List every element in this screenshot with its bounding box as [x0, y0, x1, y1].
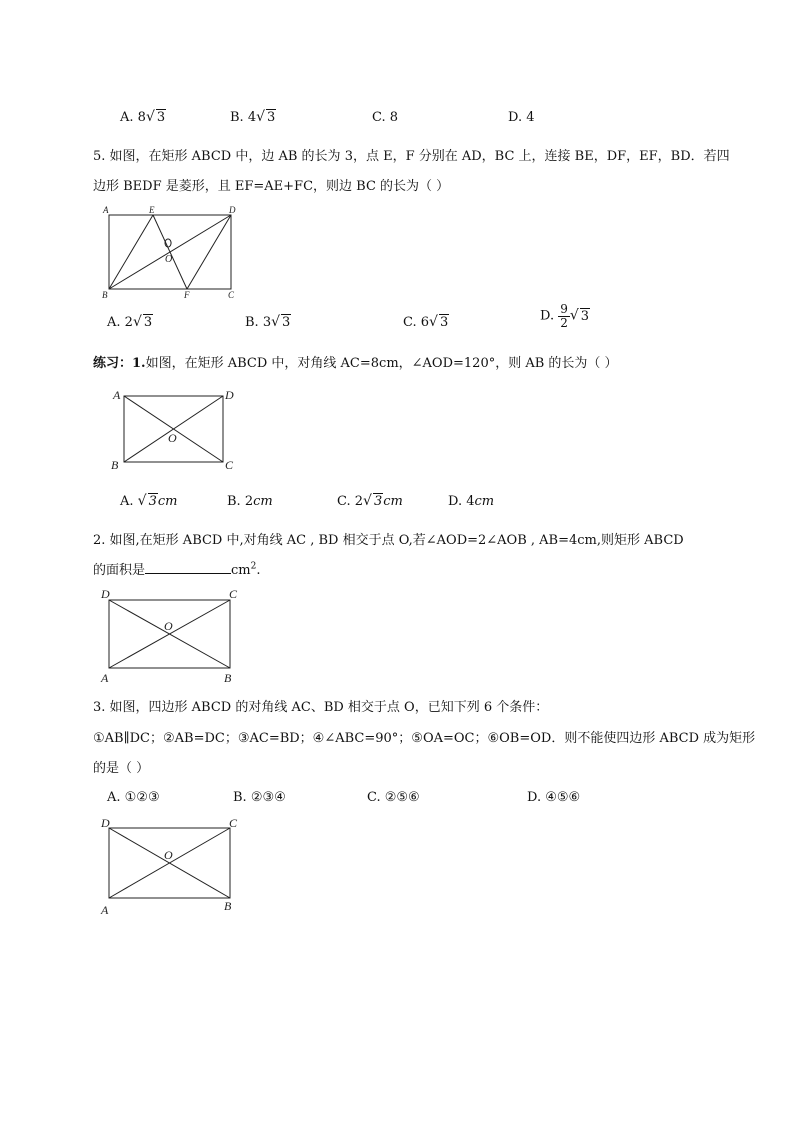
practice-q1-option-a-text: A.	[120, 494, 134, 509]
q5-stem-line2: 边形 BEDF 是菱形，且 EF=AE+FC，则边 BC 的长为（ ）	[93, 179, 450, 194]
q5-option-c: C. 6√ 3	[403, 314, 449, 330]
practice-q2-label-a: A	[101, 671, 109, 685]
practice-q2-line2: 的面积是 $cm^2$.	[93, 561, 261, 578]
practice-q1-option-c-radicand: 3	[373, 494, 383, 509]
q5-label-b: B	[102, 290, 108, 300]
practice-q1-option-c-text: C. 2	[337, 494, 364, 509]
practice-q1-option-a: A. √ 3cm	[120, 493, 178, 509]
q5-label-f: F	[184, 290, 190, 300]
practice-q2-label-b: B	[224, 671, 232, 685]
q5-option-b: B. 3√ 3	[245, 314, 291, 330]
q4-option-a-text: A. 8	[120, 110, 146, 125]
practice-q1-label-o: O	[168, 431, 177, 445]
practice-q2-label-d: D	[101, 587, 110, 601]
practice-q1-label-a: A	[113, 388, 121, 402]
q5-option-a-text: A. 2	[107, 315, 133, 330]
practice-q3-option-a: A. ①②③	[107, 790, 160, 805]
q5-option-b-text: B. 3	[245, 315, 272, 330]
practice-q2-line2-text: 的面积是	[93, 563, 146, 578]
practice-q1-number: 1.	[132, 356, 146, 371]
practice-q1-text: 如图，在矩形 ABCD 中，对角线 AC=8cm，∠AOD=120°，则 AB 的长为（ ）	[145, 356, 618, 371]
practice-q1-option-c-unit: cm	[383, 494, 403, 509]
q4-option-d: D. 4	[508, 110, 535, 125]
practice-q1-option-d-text: D. 4	[448, 494, 475, 509]
q5-stem-line1: 5. 如图，在矩形 ABCD 中，边 AB 的长为 3，点 E，F 分别在 AD，BC 上，连接 BE，DF，EF，BD．若四	[93, 149, 730, 164]
q5-label-e: E	[149, 205, 155, 215]
q5-option-a-radicand: 3	[143, 315, 153, 330]
practice-q3-line3: 的是（ ）	[93, 761, 150, 776]
practice-q1-option-a-radicand: 3	[148, 494, 157, 509]
practice-q2-label-o: O	[164, 619, 173, 633]
practice-q3-label-b: B	[224, 899, 232, 913]
q5-option-c-radicand: 3	[439, 315, 449, 330]
q4-option-a: A. 8√ 3	[120, 109, 166, 125]
practice-q1-label-d: D	[225, 388, 234, 402]
practice-q3-option-b: B. ②③④	[233, 790, 286, 805]
practice-q2-unit: cm	[231, 563, 251, 578]
q5-label-d: D	[229, 205, 236, 215]
practice-q1-option-b-text: B. 2	[227, 494, 254, 509]
practice-q3-line1: 3. 如图，四边形 ABCD 的对角线 AC、BD 相交于点 O，已知下列 6 个条件：	[93, 700, 549, 715]
practice-q1-option-d-unit: cm	[474, 494, 495, 509]
practice-q3-label-d: D	[101, 816, 110, 830]
q5-option-c-text: C. 6	[403, 315, 430, 330]
q5-option-d-text: D.	[540, 308, 555, 324]
practice-q1-label-c: C	[225, 458, 234, 472]
practice-q3-label-c: C	[229, 816, 238, 830]
q4-option-c: C. 8	[372, 110, 399, 125]
practice-q3-option-c: C. ②⑤⑥	[367, 790, 420, 805]
practice-q1-option-a-unit: cm	[157, 494, 178, 509]
practice-q2-line1: 2. 如图,在矩形 ABCD 中,对角线 AC , BD 相交于点 O,若∠AOD=2∠AOB , AB=4cm,则矩形 ABCD	[93, 533, 684, 548]
practice-q2-label-c: C	[229, 587, 238, 601]
practice-q3-label-o: O	[164, 848, 173, 862]
q4-option-b-text: B. 4	[230, 110, 257, 125]
practice-q3-option-d: D. ④⑤⑥	[527, 790, 581, 805]
practice-q2-unit-exponent: 2	[250, 561, 257, 572]
q4-option-b: B. 4√ 3	[230, 109, 276, 125]
q5-label-o: O	[165, 254, 173, 265]
practice-q1-label-b: B	[111, 458, 119, 472]
q5-option-d: D. $\frac{9}{2}$ √ 3	[540, 302, 590, 330]
q5-option-d-radicand: 3	[580, 308, 590, 324]
q4-option-b-radicand: 3	[267, 110, 276, 125]
q5-option-d-fraction: $\frac{9}{2}$	[560, 302, 568, 330]
q5-label-a: A	[103, 205, 109, 215]
practice-q3-label-a: A	[101, 903, 109, 917]
practice-q1-option-b-unit: cm	[253, 494, 273, 509]
q5-option-b-radicand: 3	[282, 315, 291, 330]
q5-option-a: A. 2√ 3	[107, 314, 153, 330]
practice-q1-option-c: C. 2√ 3cm	[337, 493, 403, 509]
q4-option-a-radicand: 3	[156, 110, 166, 125]
q5-label-c: C	[228, 290, 235, 300]
practice-label: 练习：	[93, 356, 133, 371]
practice-q3-line2: ①AB∥DC；②AB=DC；③AC=BD；④∠ABC=90°；⑤OA=OC；⑥OB=OD．则不能使四边形 ABCD 成为矩形	[93, 731, 756, 746]
